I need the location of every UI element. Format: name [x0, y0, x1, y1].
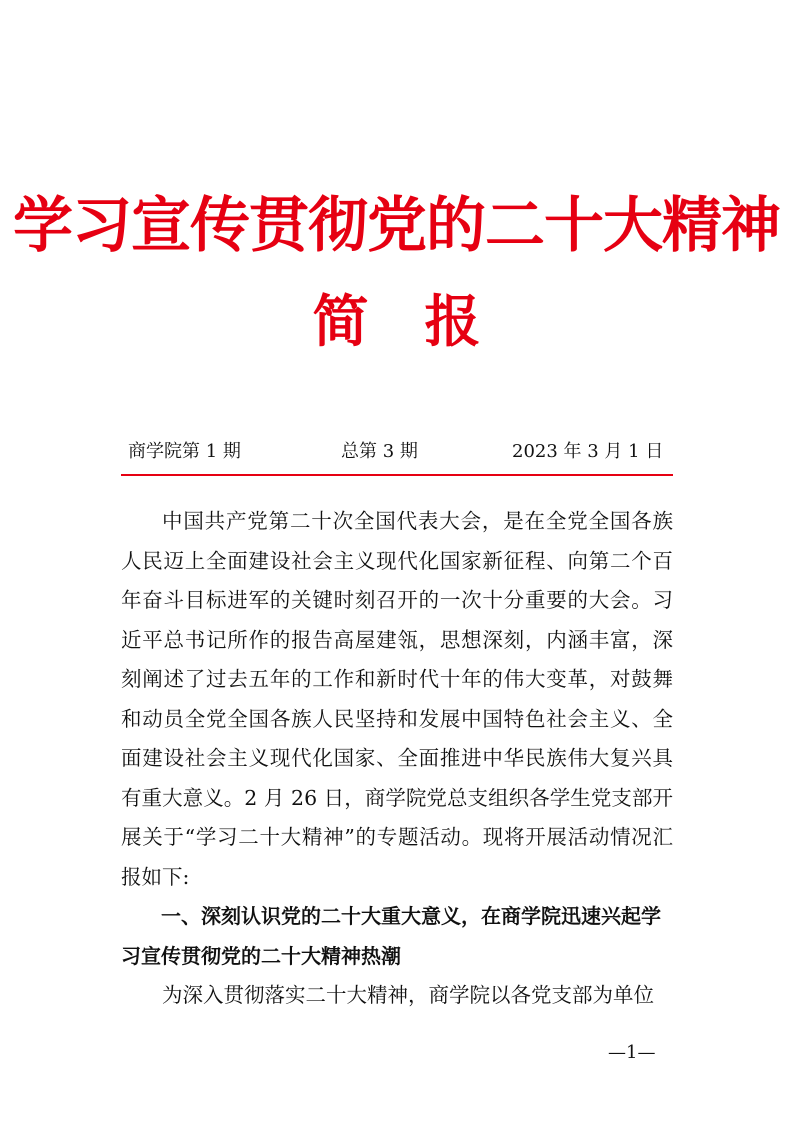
- section-heading-1: 一、深刻认识党的二十大重大意义，在商学院迅速兴起学习宣传贯彻党的二十大精神热潮: [121, 904, 661, 968]
- body-paragraph-2: 为深入贯彻落实二十大精神，商学院以各党支部为单位: [162, 983, 654, 1007]
- total-issue-number: 总第 3 期: [341, 441, 418, 462]
- page-number: —1—: [608, 1042, 656, 1063]
- document-subtitle: 简报: [312, 289, 537, 355]
- red-divider-line: [121, 474, 673, 476]
- issue-date: 2023 年 3 月 1 日: [512, 441, 664, 462]
- body-paragraph-1: 中国共产党第二十次全国代表大会，是在全党全国各族人民迈上全面建设社会主义现代化国家新征程、向第二个百年奋斗目标进军的关键时刻召开的一次十分重要的大会。习近平总书记所作的报告高屋建瓴，思想深刻，内涵丰富，深刻阐述了过去五年的工作和新时代十年的伟大变革，对鼓舞和动员全党全国各族人民坚持和发展中国特色社会主义、全面建设社会主义现代化国家、全面推进中华民族伟大复兴具有重大意义。2 月 26 日，商学院党总支组织各学生党支部开展关于“学习二十大精神”的专题活动。现将开展活动情况汇报如下:: [121, 509, 673, 889]
- issue-number: 商学院第 1 期: [128, 441, 241, 462]
- document-title: 学习宣传贯彻党的二十大精神: [13, 191, 780, 261]
